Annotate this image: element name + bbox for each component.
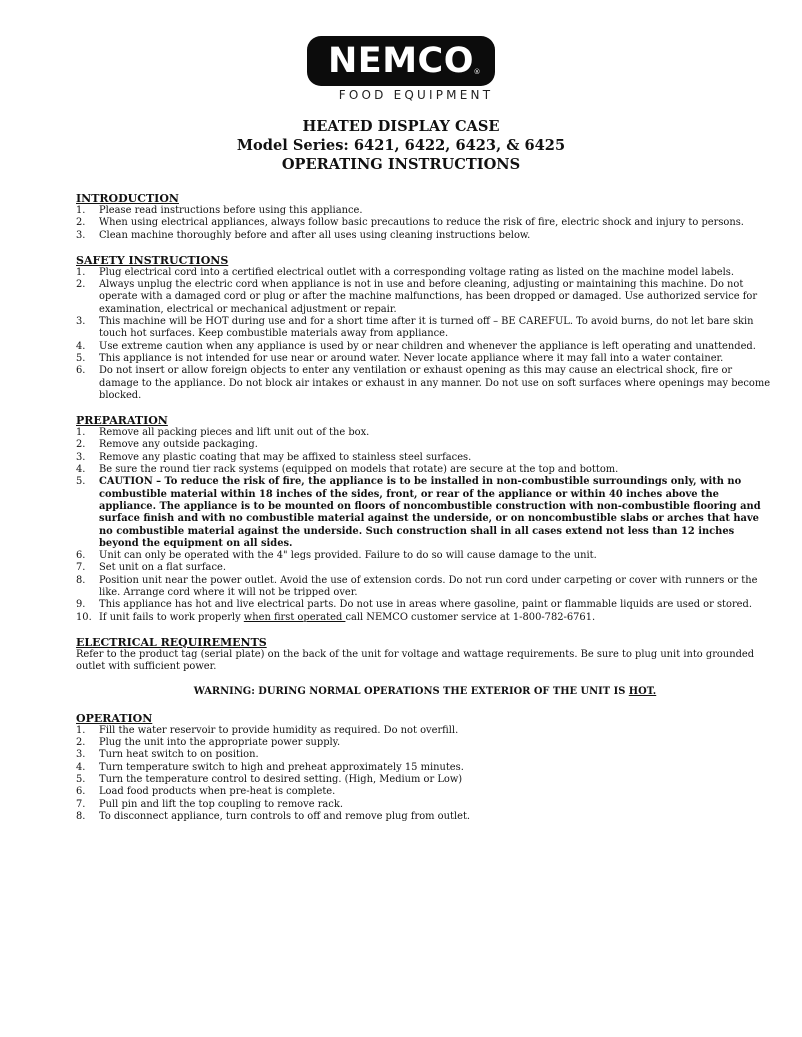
preparation-heading: PREPARATION (76, 414, 168, 428)
item-text: Unit can only be operated with the 4" legs provided. Failure to do so will cause damage to the unit. (99, 550, 597, 562)
list-item (76, 230, 774, 242)
list-item (76, 612, 774, 624)
item-text: Plug the unit into the appropriate power supply. (99, 737, 341, 749)
item-text: Use extreme caution when any appliance is used by or near children and whenever the appliance is left operating and unattended. (99, 340, 756, 352)
list-item (76, 439, 774, 451)
introduction-heading: INTRODUCTION (76, 192, 179, 205)
list-item (76, 464, 774, 476)
item-text: Always unplug the electric cord when appliance is not in use and before cleaning, adjusting or maintaining this machine. Do not operate with a damaged cord or plug or after the machine malfunctions, has been dropped or damaged. Use authorized service for examination, electrical or mechanical adjustment or repair. (99, 279, 758, 315)
item-text: To disconnect appliance, turn controls to off and remove plug from outlet. (99, 810, 471, 822)
item-number: 4. (76, 464, 86, 476)
list-item (76, 205, 774, 217)
logo-registered-mark: ® (473, 68, 481, 76)
list-item (76, 599, 774, 611)
operation-heading: OPERATION (76, 711, 153, 725)
introduction-section (76, 192, 774, 242)
list-item (76, 476, 774, 550)
preparation-list (76, 427, 774, 624)
item-number: 3. (76, 749, 86, 761)
logo-brand: NEMCO (328, 41, 474, 81)
list-item (76, 811, 774, 823)
item-number: 6. (76, 550, 86, 562)
list-item (76, 217, 774, 229)
list-item (76, 786, 774, 798)
list-item (76, 316, 774, 341)
list-item (76, 452, 774, 464)
item-number: 5. (76, 352, 86, 364)
list-item (76, 737, 774, 749)
item-number: 1. (76, 205, 86, 216)
item-number: 3. (76, 451, 86, 463)
item-text: Be sure the round tier rack systems (equipped on models that rotate) are secure at the top and bottom. (99, 464, 619, 476)
list-item (76, 762, 774, 774)
list-item (76, 427, 774, 439)
list-item (76, 279, 774, 316)
nemco-logo-badge (307, 36, 495, 86)
logo-subtitle: FOOD EQUIPMENT (338, 88, 494, 102)
list-item (76, 575, 774, 600)
item-number: 7. (76, 562, 86, 574)
safety-section (76, 254, 774, 402)
safety-list (76, 267, 774, 402)
document-title (0, 117, 802, 174)
item-text: This machine will be HOT during use and for a short time after it is turned off – BE CAREFUL. To avoid burns, do not let bare skin touch hot surfaces. Keep combustible materials away from appliance. (99, 316, 754, 340)
item-number: 8. (76, 574, 86, 586)
item-number: 2. (76, 279, 86, 291)
item-number: 2. (76, 439, 86, 451)
list-item (76, 749, 774, 761)
item-number: 1. (76, 266, 86, 278)
item-number: 6. (76, 786, 86, 798)
underlined-text: when first operated (243, 611, 346, 623)
item-number: 7. (76, 798, 86, 810)
preparation-section (76, 414, 774, 624)
introduction-list (76, 205, 774, 242)
list-item (76, 725, 774, 737)
item-text: Turn the temperature control to desired setting. (High, Medium or Low) (99, 773, 463, 785)
brand-logo (0, 36, 802, 102)
electrical-text: Refer to the product tag (serial plate) on the back of the unit for voltage and wattage requirements. Be sure to plug unit into grounded outlet with sufficient power. (76, 648, 755, 673)
item-text: Fill the water reservoir to provide humidity as required. Do not overfill. (99, 724, 459, 736)
list-item (76, 562, 774, 574)
title-line-3: OPERATING INSTRUCTIONS (281, 156, 521, 173)
title-line-2: Model Series: 6421, 6422, 6423, & 6425 (236, 137, 566, 154)
item-text: Please read instructions before using this appliance. (99, 205, 363, 216)
item-text: Load food products when pre-heat is complete. (99, 786, 336, 798)
item-number: 5. (76, 476, 86, 488)
item-text: This appliance has hot and live electrical parts. Do not use in areas where gasoline, paint or flammable liquids are used or stored. (99, 599, 752, 611)
item-number: 10. (76, 611, 92, 623)
item-number: 5. (76, 773, 86, 785)
electrical-heading: ELECTRICAL REQUIREMENTS (76, 635, 267, 649)
item-text: This appliance is not intended for use near or around water. Never locate appliance where it may fall into a water container. (99, 352, 724, 364)
item-number: 2. (76, 217, 86, 229)
item-text: Remove all packing pieces and lift unit out of the box. (99, 427, 370, 439)
item-number: 1. (76, 427, 86, 439)
item-number: 1. (76, 724, 86, 736)
operation-list (76, 725, 774, 823)
item-text: Do not insert or allow foreign objects to enter any ventilation or exhaust opening as this may cause an electrical shock, fire or damage to the appliance. Do not block air intakes or exhaust in any manner. Do not use on soft surfaces where openings may become blocked. (99, 365, 771, 401)
list-item (76, 267, 774, 279)
item-text: When using electrical appliances, always follow basic precautions to reduce the risk of fire, electric shock and injury to persons. (99, 217, 744, 229)
item-text: Clean machine thoroughly before and after all uses using cleaning instructions below. (99, 229, 531, 241)
list-item (76, 353, 774, 365)
caution-text (99, 476, 774, 550)
item-text: Position unit near the power outlet. Avoid the use of extension cords. Do not run cord under carpeting or cover with runners or the like. Arrange cord where it will not be tripped over. (99, 574, 758, 599)
item-text: Plug electrical cord into a certified electrical outlet with a corresponding voltage rating as listed on the machine model labels. (99, 266, 735, 278)
item-number: 3. (76, 316, 86, 328)
list-item (76, 799, 774, 811)
item-text: Turn heat switch to on position. (99, 749, 259, 761)
item-number: 4. (76, 761, 86, 773)
item-text: Remove any outside packaging. (99, 439, 258, 451)
item-text: Remove any plastic coating that may be affixed to stainless steel surfaces. (99, 451, 472, 463)
warning-notice (76, 686, 774, 698)
document-body (76, 192, 774, 835)
list-item (76, 341, 774, 353)
item-number: 4. (76, 340, 86, 352)
caution-body: – To reduce the risk of fire, the appliance is to be installed in non-combustible surroundings only, with no combustible material within 18 inches of the sides, front, or rear of the appliance or within 40 inches above the appliance. The appliance is to be mounted on floors of noncombustible construction with non-combustible flooring and surface finish and with no combustible material against the underside, or on noncombustible slabs or arches that have no combustible material against the underside. Such construction shall in all cases extend not less than 12 inches beyond the equipment on all sides. (99, 476, 761, 549)
item-number: 2. (76, 737, 86, 749)
item-number: 9. (76, 599, 86, 611)
item-text: Set unit on a flat surface. (99, 562, 226, 574)
caution-label: CAUTION (99, 476, 153, 488)
item-number: 3. (76, 229, 86, 241)
electrical-section (76, 636, 774, 674)
warning-text: WARNING: DURING NORMAL OPERATIONS THE EXTERIOR OF THE UNIT IS (193, 685, 629, 697)
text-before: If unit fails to work properly (99, 611, 244, 623)
text-after: call NEMCO customer service at 1-800-782-6761. (345, 611, 596, 623)
item-text: Pull pin and lift the top coupling to remove rack. (99, 798, 343, 810)
item-text: Turn temperature switch to high and preheat approximately 15 minutes. (99, 761, 464, 773)
list-item (76, 365, 774, 402)
warning-hot: HOT. (628, 685, 657, 697)
item-text (99, 612, 774, 624)
list-item (76, 774, 774, 786)
list-item (76, 550, 774, 562)
item-number: 8. (76, 810, 86, 822)
item-number: 6. (76, 365, 86, 377)
title-line-1: HEATED DISPLAY CASE (302, 118, 500, 135)
operation-section (76, 712, 774, 823)
safety-heading: SAFETY INSTRUCTIONS (76, 253, 229, 267)
